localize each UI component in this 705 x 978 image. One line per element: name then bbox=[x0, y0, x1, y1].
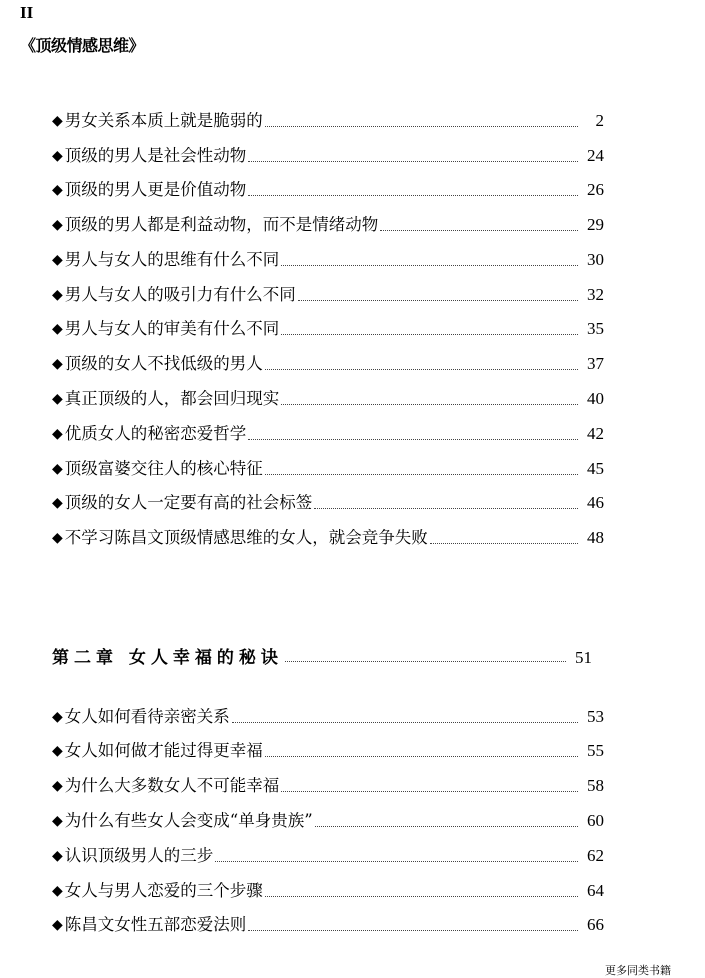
diamond-bullet-icon: ◆ bbox=[52, 148, 63, 164]
diamond-bullet-icon: ◆ bbox=[52, 321, 63, 337]
dot-leader bbox=[248, 930, 578, 931]
toc-entry-title: 男人与女人的吸引力有什么不同 bbox=[64, 285, 296, 304]
toc-entry[interactable] bbox=[52, 177, 604, 201]
diamond-bullet-icon: ◆ bbox=[52, 426, 63, 442]
dot-leader bbox=[285, 661, 566, 662]
toc-entry-page: 55 bbox=[587, 741, 604, 760]
dot-leader bbox=[315, 826, 578, 827]
toc-entry[interactable] bbox=[52, 912, 604, 936]
toc-entry-title: 男人与女人的审美有什么不同 bbox=[64, 319, 280, 338]
diamond-bullet-icon: ◆ bbox=[52, 709, 63, 725]
toc-entry-title: 真正顶级的人，都会回归现实 bbox=[64, 389, 280, 408]
toc-entry-page: 46 bbox=[587, 493, 604, 512]
toc-entry[interactable] bbox=[52, 490, 604, 514]
diamond-bullet-icon: ◆ bbox=[52, 530, 63, 546]
toc-entry-page: 40 bbox=[587, 389, 604, 408]
toc-entry[interactable] bbox=[52, 421, 604, 445]
toc-entry[interactable] bbox=[52, 525, 604, 549]
toc-entry-page: 60 bbox=[587, 811, 604, 830]
chapter-title: 第二章 女人幸福的秘诀 bbox=[52, 648, 283, 668]
toc-entry[interactable] bbox=[52, 108, 604, 132]
dot-leader bbox=[298, 300, 578, 301]
toc-entry-title: 陈昌文女性五部恋爱法则 bbox=[64, 915, 247, 934]
page-number: II bbox=[20, 3, 34, 22]
toc-entry[interactable] bbox=[52, 878, 604, 902]
toc-entry-page: 35 bbox=[587, 319, 604, 338]
chapter-page: 51 bbox=[575, 648, 592, 667]
dot-leader bbox=[281, 334, 578, 335]
dot-leader bbox=[281, 791, 578, 792]
dot-leader bbox=[265, 126, 578, 127]
toc-entry[interactable] bbox=[52, 738, 604, 762]
toc-entry[interactable] bbox=[52, 282, 604, 306]
toc-entry[interactable] bbox=[52, 143, 604, 167]
toc-entry[interactable] bbox=[52, 386, 604, 410]
book-title: 《顶级情感思维》 bbox=[20, 36, 145, 55]
dot-leader bbox=[232, 722, 578, 723]
toc-entry-page: 37 bbox=[587, 354, 604, 373]
toc-entry-page: 30 bbox=[587, 250, 604, 269]
diamond-bullet-icon: ◆ bbox=[52, 461, 63, 477]
dot-leader bbox=[265, 896, 578, 897]
toc-entry-page: 62 bbox=[587, 846, 604, 865]
footer-note: 更多同类书籍 bbox=[605, 964, 671, 977]
toc-entry[interactable] bbox=[52, 247, 604, 271]
dot-leader bbox=[248, 439, 578, 440]
toc-entry-page: 32 bbox=[587, 285, 604, 304]
dot-leader bbox=[314, 508, 578, 509]
toc-entry-page: 64 bbox=[587, 881, 604, 900]
dot-leader bbox=[380, 230, 578, 231]
toc-entry[interactable] bbox=[52, 704, 604, 728]
diamond-bullet-icon: ◆ bbox=[52, 113, 63, 129]
toc-entry-page: 66 bbox=[587, 915, 604, 934]
toc-entry-title: 女人如何看待亲密关系 bbox=[64, 707, 230, 726]
toc-entry-page: 58 bbox=[587, 776, 604, 795]
toc-entry-title: 不学习陈昌文顶级情感思维的女人，就会竞争失败 bbox=[64, 528, 428, 547]
toc-entry[interactable] bbox=[52, 456, 604, 480]
dot-leader bbox=[248, 161, 578, 162]
toc-entry-title: 优质女人的秘密恋爱哲学 bbox=[64, 424, 247, 443]
toc-entry-page: 45 bbox=[587, 459, 604, 478]
toc-entry[interactable] bbox=[52, 316, 604, 340]
diamond-bullet-icon: ◆ bbox=[52, 182, 63, 198]
toc-entry[interactable] bbox=[52, 843, 604, 867]
diamond-bullet-icon: ◆ bbox=[52, 848, 63, 864]
toc-entry-page: 53 bbox=[587, 707, 604, 726]
toc-entry[interactable] bbox=[52, 808, 604, 832]
diamond-bullet-icon: ◆ bbox=[52, 356, 63, 372]
toc-entry-title: 为什么大多数女人不可能幸福 bbox=[64, 776, 280, 795]
toc-entry-title: 顶级的男人都是利益动物，而不是情绪动物 bbox=[64, 215, 379, 234]
toc-entry[interactable] bbox=[52, 773, 604, 797]
toc-entry-title: 认识顶级男人的三步 bbox=[64, 846, 214, 865]
toc-entry-title: 顶级的女人一定要有高的社会标签 bbox=[64, 493, 313, 512]
diamond-bullet-icon: ◆ bbox=[52, 391, 63, 407]
chapter-heading[interactable] bbox=[52, 640, 592, 668]
toc-entry-title: 顶级富婆交往人的核心特征 bbox=[64, 459, 263, 478]
toc-entry-title: 男女关系本质上就是脆弱的 bbox=[64, 111, 263, 130]
toc-entry-title: 为什么有些女人会变成“单身贵族” bbox=[64, 811, 313, 830]
diamond-bullet-icon: ◆ bbox=[52, 778, 63, 794]
toc-entry-title: 顶级的女人不找低级的男人 bbox=[64, 354, 263, 373]
diamond-bullet-icon: ◆ bbox=[52, 287, 63, 303]
diamond-bullet-icon: ◆ bbox=[52, 495, 63, 511]
diamond-bullet-icon: ◆ bbox=[52, 813, 63, 829]
diamond-bullet-icon: ◆ bbox=[52, 217, 63, 233]
dot-leader bbox=[281, 404, 578, 405]
dot-leader bbox=[430, 543, 578, 544]
toc-entry-page: 24 bbox=[587, 146, 604, 165]
dot-leader bbox=[265, 369, 578, 370]
dot-leader bbox=[265, 756, 578, 757]
toc-entry-page: 26 bbox=[587, 180, 604, 199]
dot-leader bbox=[215, 861, 578, 862]
toc-entry-title: 顶级的男人是社会性动物 bbox=[64, 146, 247, 165]
diamond-bullet-icon: ◆ bbox=[52, 252, 63, 268]
diamond-bullet-icon: ◆ bbox=[52, 743, 63, 759]
toc-entry-page: 42 bbox=[587, 424, 604, 443]
toc-entry[interactable] bbox=[52, 212, 604, 236]
toc-entry-title: 女人如何做才能过得更幸福 bbox=[64, 741, 263, 760]
diamond-bullet-icon: ◆ bbox=[52, 917, 63, 933]
toc-entry-page: 48 bbox=[587, 528, 604, 547]
dot-leader bbox=[265, 474, 578, 475]
toc-entry-page: 2 bbox=[595, 111, 604, 130]
toc-entry-title: 顶级的男人更是价值动物 bbox=[64, 180, 247, 199]
toc-entry-title: 女人与男人恋爱的三个步骤 bbox=[64, 881, 263, 900]
dot-leader bbox=[248, 195, 578, 196]
toc-entry[interactable] bbox=[52, 351, 604, 375]
toc-entry-title: 男人与女人的思维有什么不同 bbox=[64, 250, 280, 269]
toc-entry-page: 29 bbox=[587, 215, 604, 234]
dot-leader bbox=[281, 265, 578, 266]
diamond-bullet-icon: ◆ bbox=[52, 883, 63, 899]
